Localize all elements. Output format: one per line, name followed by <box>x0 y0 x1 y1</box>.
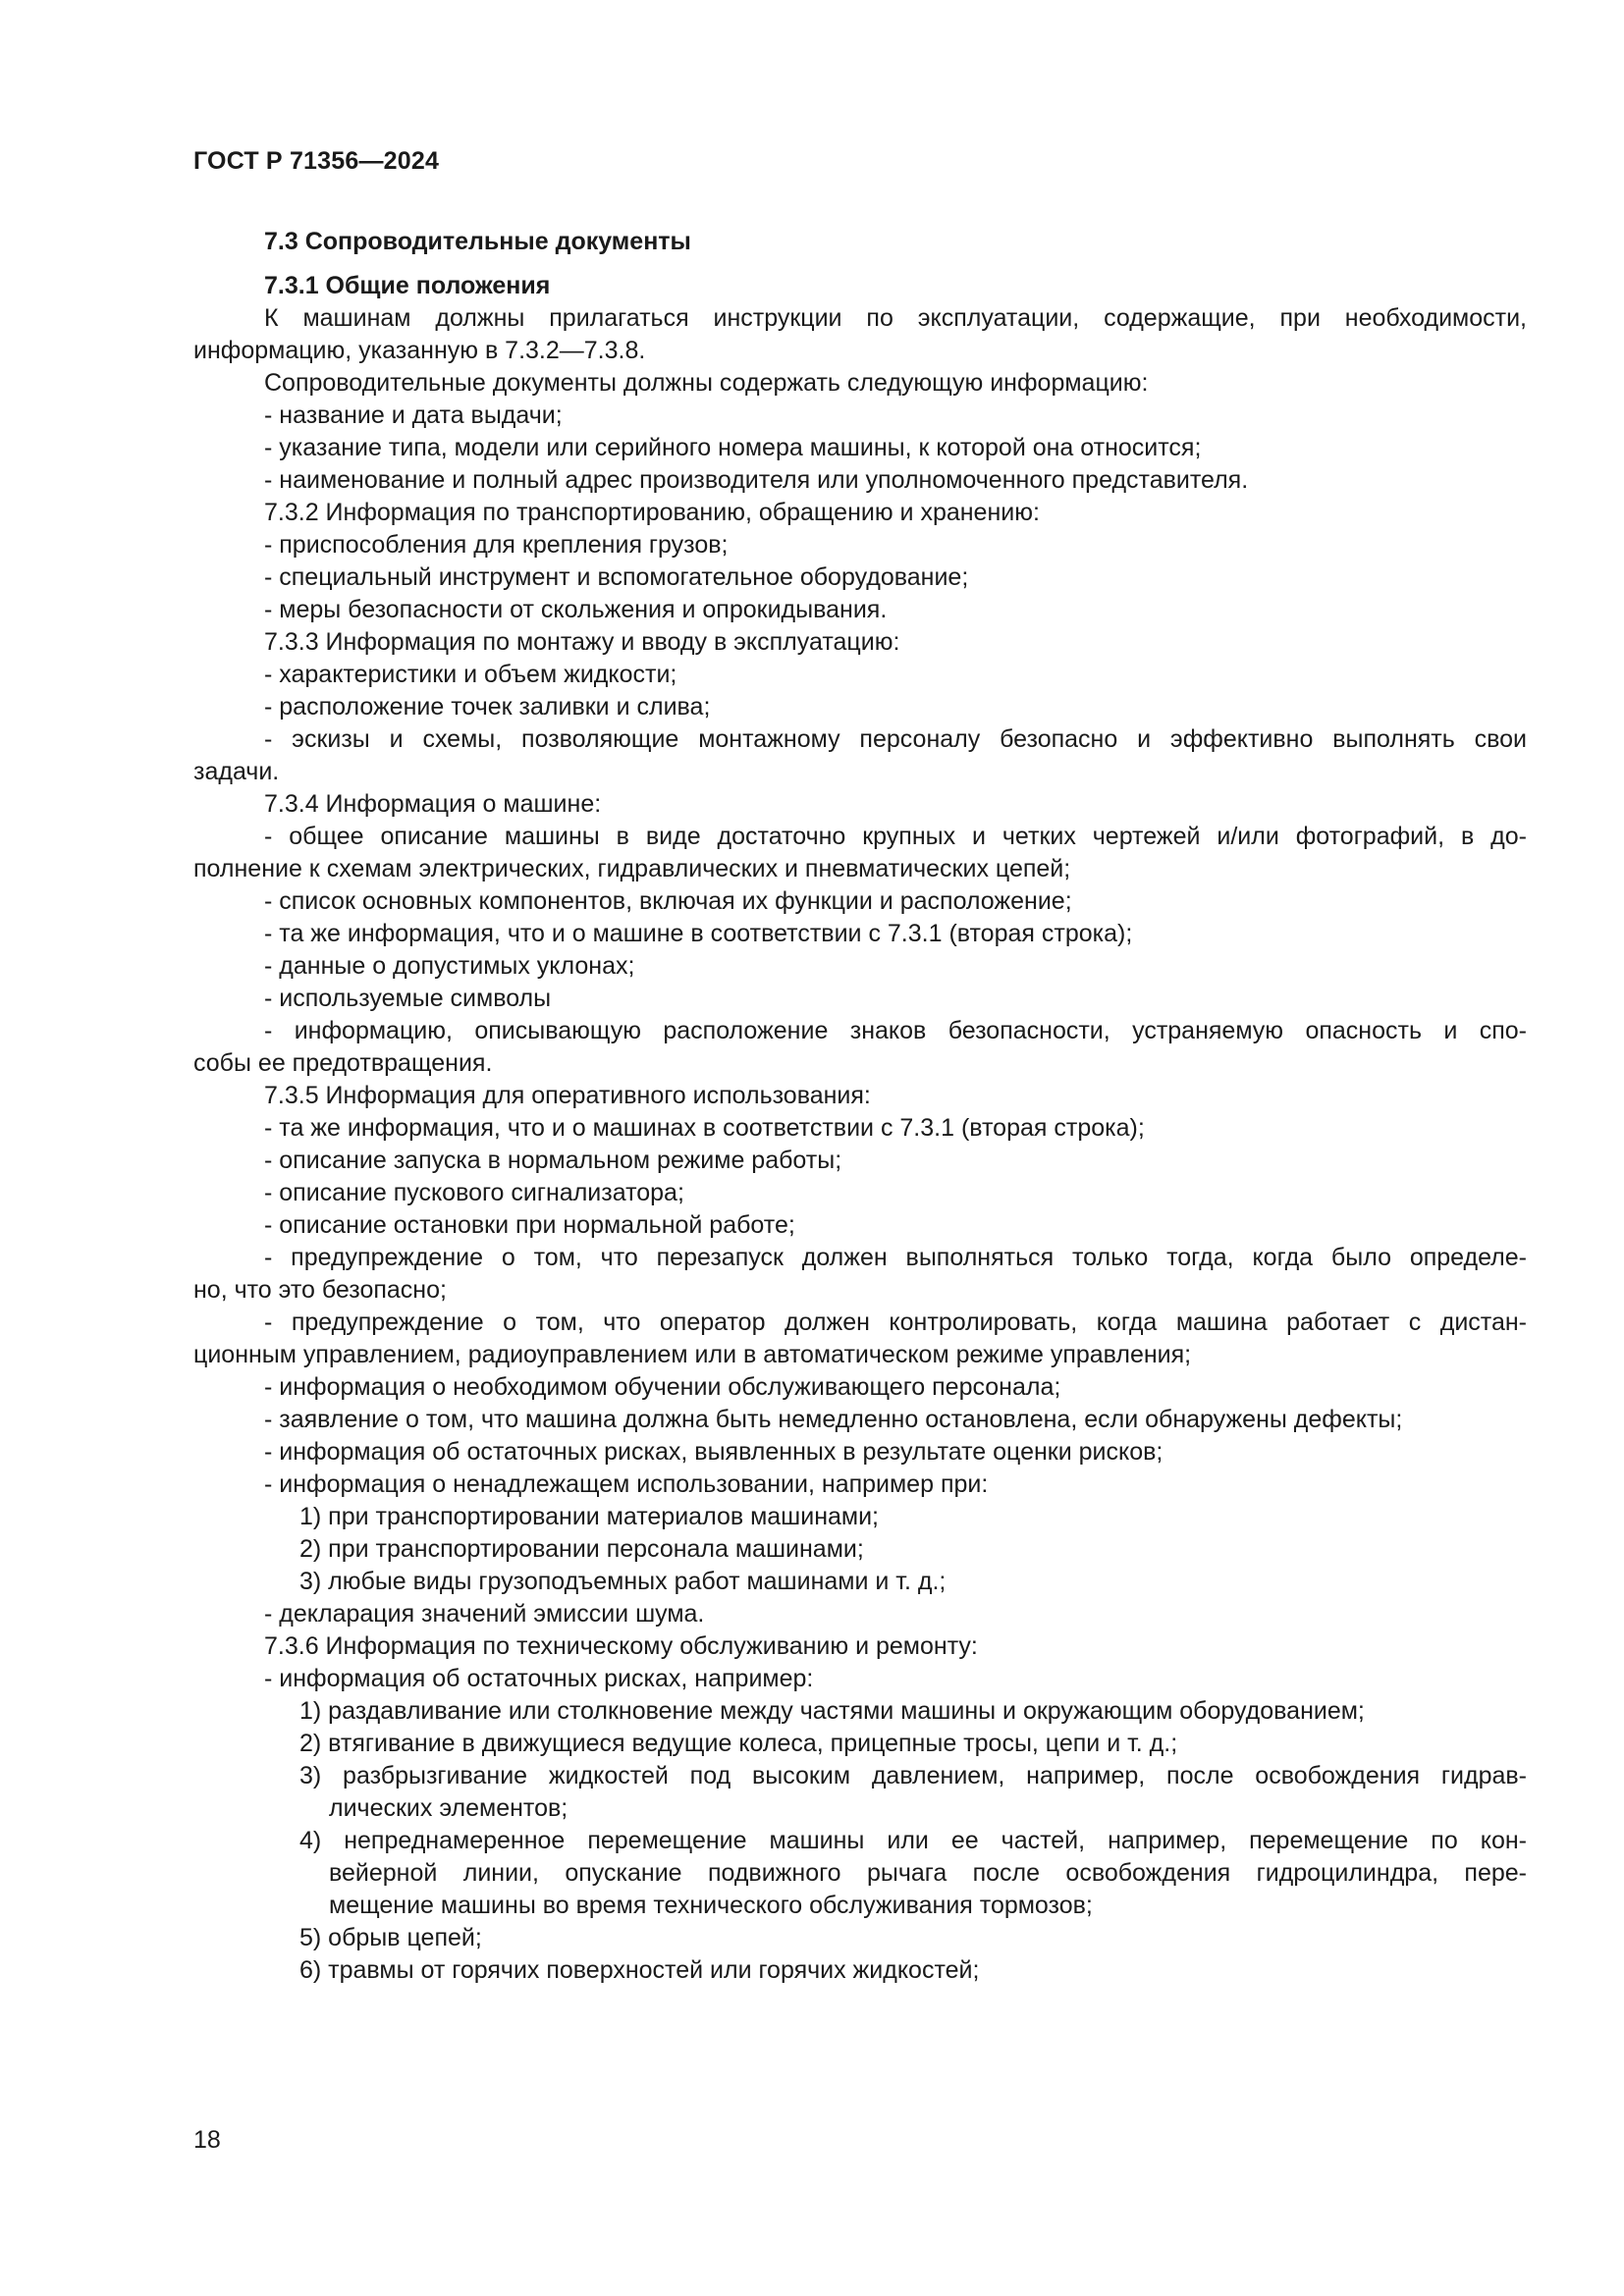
paragraph-line: информацию, указанную в 7.3.2—7.3.8. <box>193 337 646 364</box>
list-item: - данные о допустимых уклонах; <box>264 952 635 980</box>
numbered-item-continuation: лических элементов; <box>329 1794 568 1822</box>
list-item: - информация об остаточных рисках, например: <box>264 1665 814 1692</box>
numbered-item: 3) любые виды грузоподъемных работ машинами и т. д.; <box>299 1568 947 1595</box>
numbered-item: 3) разбрызгивание жидкостей под высоким давлением, например, после освобождения гидрав- <box>299 1762 1527 1789</box>
numbered-item: 6) травмы от горячих поверхностей или горячих жидкостей; <box>299 1956 980 1984</box>
list-item: - расположение точек заливки и слива; <box>264 693 711 721</box>
list-item: - меры безопасности от скольжения и опрокидывания. <box>264 596 888 623</box>
list-item: - предупреждение о том, что перезапуск должен выполняться только тогда, когда было определе- <box>264 1244 1527 1271</box>
list-item: - специальный инструмент и вспомогательное оборудование; <box>264 563 969 591</box>
list-item: - наименование и полный адрес производителя или уполномоченного представителя. <box>264 466 1249 494</box>
list-item-continuation: полнение к схемам электрических, гидравлических и пневматических цепей; <box>193 855 1071 882</box>
list-item: - указание типа, модели или серийного номера машины, к которой она относится; <box>264 434 1202 461</box>
list-item: - общее описание машины в виде достаточно крупных и четких чертежей и/или фотографий, в до- <box>264 823 1527 850</box>
subsection-heading: 7.3.5 Информация для оперативного использования: <box>264 1082 871 1109</box>
list-item: - та же информация, что и о машине в соответствии с 7.3.1 (вторая строка); <box>264 920 1133 947</box>
list-item: - название и дата выдачи; <box>264 401 563 429</box>
numbered-item: 4) непреднамеренное перемещение машины или ее частей, например, перемещение по кон- <box>299 1827 1527 1854</box>
list-item: - заявление о том, что машина должна быть немедленно остановлена, если обнаружены дефекты; <box>264 1406 1403 1433</box>
document-body <box>193 226 1527 1987</box>
numbered-item: 2) втягивание в движущиеся ведущие колеса, прицепные тросы, цепи и т. д.; <box>299 1730 1178 1757</box>
list-item: - та же информация, что и о машинах в соответствии с 7.3.1 (вторая строка); <box>264 1114 1145 1142</box>
subsection-heading: 7.3.6 Информация по техническому обслуживанию и ремонту: <box>264 1632 978 1660</box>
list-item-continuation: собы ее предотвращения. <box>193 1049 493 1077</box>
subsection-heading: 7.3.4 Информация о машине: <box>264 790 602 818</box>
list-item: - предупреждение о том, что оператор должен контролировать, когда машина работает с дистан- <box>264 1308 1527 1336</box>
numbered-item: 1) при транспортировании материалов машинами; <box>299 1503 880 1530</box>
list-item: - эскизы и схемы, позволяющие монтажному персоналу безопасно и эффективно выполнять свои <box>264 725 1527 753</box>
list-item: - информация о ненадлежащем использовании, например при: <box>264 1470 989 1498</box>
subsection-heading: 7.3.2 Информация по транспортированию, обращению и хранению: <box>264 499 1040 526</box>
numbered-item: 1) раздавливание или столкновение между частями машины и окружающим оборудованием; <box>299 1697 1365 1725</box>
list-item: - приспособления для крепления грузов; <box>264 531 729 559</box>
list-item-continuation: задачи. <box>193 758 280 785</box>
list-item: - характеристики и объем жидкости; <box>264 661 677 688</box>
list-item: - описание запуска в нормальном режиме работы; <box>264 1147 842 1174</box>
list-item: - описание пускового сигнализатора; <box>264 1179 684 1206</box>
document-code-header: ГОСТ Р 71356—2024 <box>193 147 440 175</box>
numbered-item: 5) обрыв цепей; <box>299 1924 482 1951</box>
list-item: - используемые символы <box>264 985 552 1012</box>
numbered-item-continuation: вейерной линии, опускание подвижного рычага после освобождения гидроцилиндра, пере- <box>329 1859 1527 1887</box>
numbered-item-continuation: мещение машины во время технического обслуживания тормозов; <box>329 1892 1093 1919</box>
list-item: - список основных компонентов, включая их функции и расположение; <box>264 887 1072 915</box>
list-item: - информацию, описывающую расположение знаков безопасности, устраняемую опасность и спо- <box>264 1017 1527 1044</box>
list-item: - описание остановки при нормальной работе; <box>264 1211 795 1239</box>
subsection-heading: 7.3.3 Информация по монтажу и вводу в эксплуатацию: <box>264 628 900 656</box>
list-item-continuation: но, что это безопасно; <box>193 1276 447 1304</box>
list-item: - информация о необходимом обучении обслуживающего персонала; <box>264 1373 1061 1401</box>
subsection-heading: 7.3.1 Общие положения <box>264 272 551 299</box>
list-item-continuation: ционным управлением, радиоуправлением или в автоматическом режиме управления; <box>193 1341 1192 1368</box>
list-item: - информация об остаточных рисках, выявленных в результате оценки рисков; <box>264 1438 1164 1466</box>
section-heading: 7.3 Сопроводительные документы <box>264 228 691 255</box>
paragraph-line: К машинам должны прилагаться инструкции по эксплуатации, содержащие, при необходимости, <box>264 304 1527 332</box>
page-number: 18 <box>193 2126 221 2154</box>
paragraph-line: Сопроводительные документы должны содержать следующую информацию: <box>264 369 1149 397</box>
numbered-item: 2) при транспортировании персонала машинами; <box>299 1535 864 1563</box>
list-item: - декларация значений эмиссии шума. <box>264 1600 705 1628</box>
